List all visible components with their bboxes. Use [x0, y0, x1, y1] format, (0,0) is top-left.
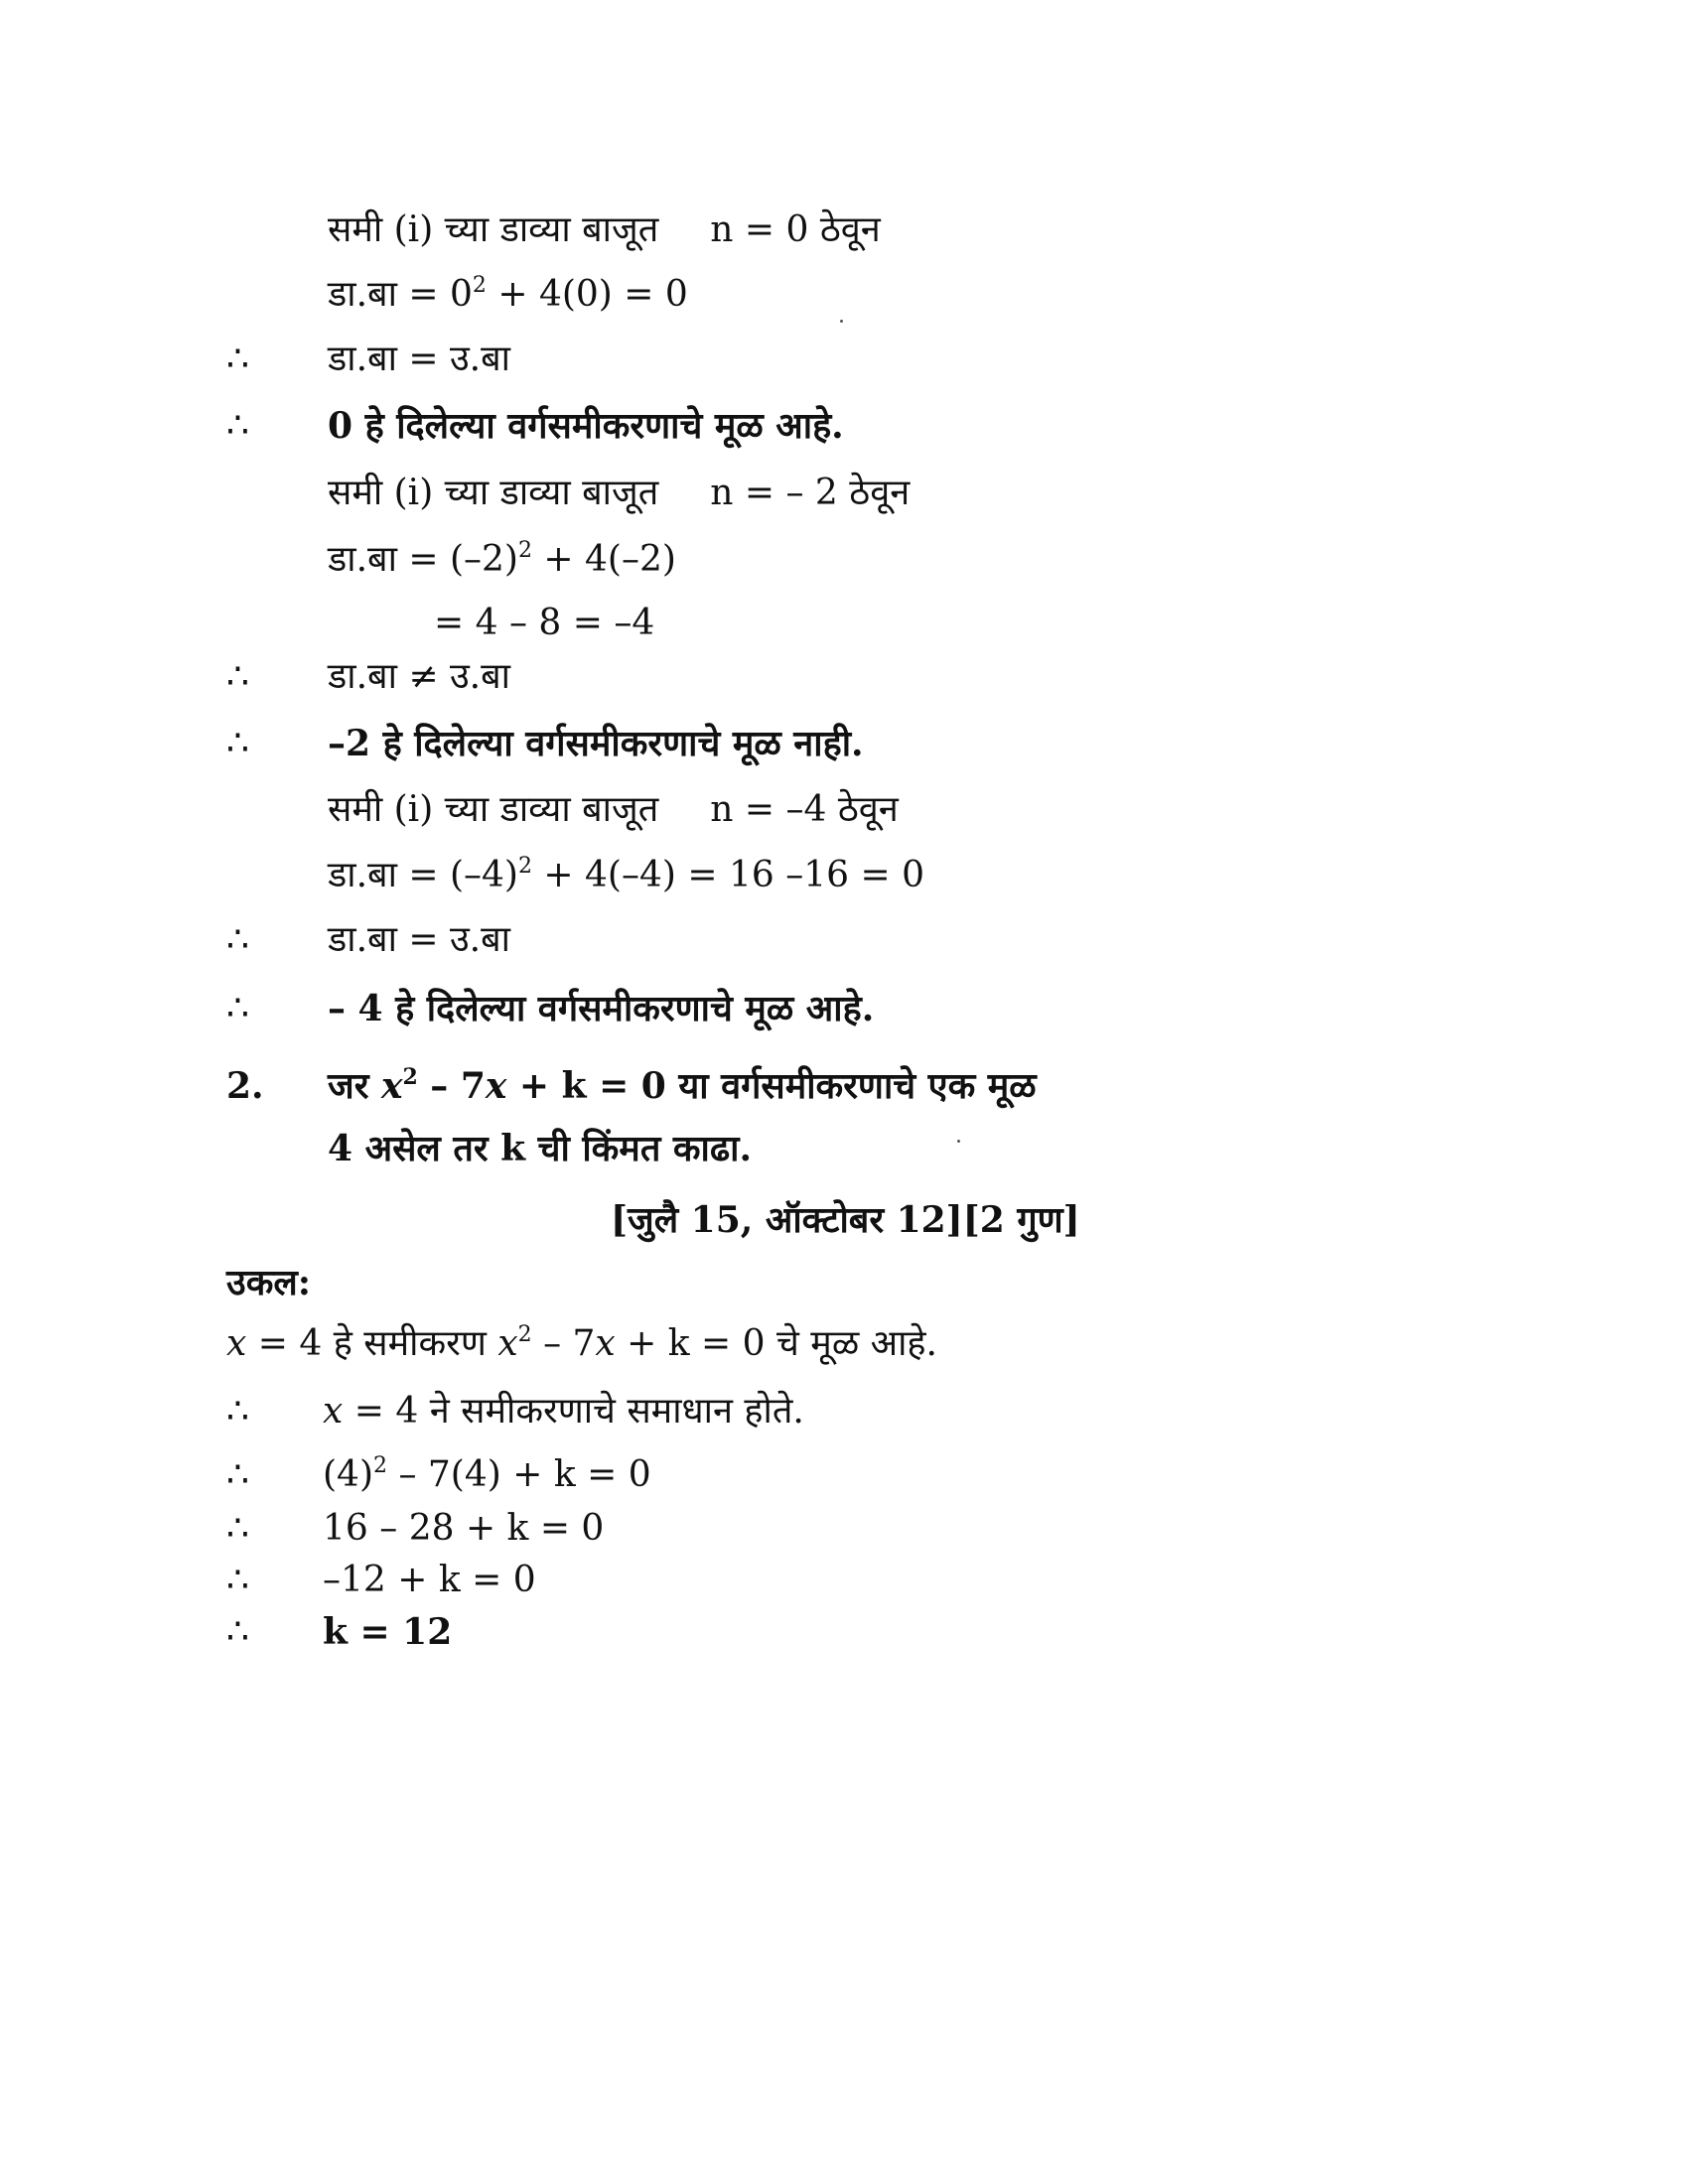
exponent: 2 — [517, 1322, 532, 1347]
line-lhs-n-minus4 — [328, 852, 924, 899]
solution-line-1 — [226, 1320, 937, 1368]
solution-heading: उकल: — [226, 1262, 312, 1303]
therefore-symbol: ∴ — [226, 919, 249, 960]
line-lhs-equals-rhs: डा.बा = उ.बा — [328, 339, 511, 379]
var-x: x — [226, 1323, 247, 1364]
exponent: 2 — [472, 273, 487, 298]
expr: = (–2) — [396, 539, 518, 580]
conclusion-root: 0 हे दिलेल्या वर्गसमीकरणाचे मूळ आहे. — [328, 405, 844, 447]
question-reference: [जुलै 15, ऑक्टोबर 12][2 गुण] — [611, 1199, 1080, 1241]
therefore-symbol: ∴ — [226, 656, 249, 697]
question-text — [328, 1062, 1037, 1110]
var-x: x — [380, 1065, 403, 1107]
s-text: = 4 हे समीकरण — [246, 1323, 498, 1364]
substitution: n = 0 ठेवून — [710, 209, 881, 250]
line-lhs-not-equal-rhs: डा.बा ≠ उ.बा — [328, 656, 511, 697]
var-x: x — [323, 1391, 344, 1432]
exponent: 2 — [373, 1453, 387, 1478]
scan-speck — [840, 320, 843, 323]
solution-answer: k = 12 — [323, 1611, 453, 1653]
therefore-symbol: ∴ — [226, 405, 249, 446]
lhs-label: डा.बा — [328, 539, 397, 580]
var-x: x — [485, 1065, 507, 1107]
substitution: n = –4 ठेवून — [710, 789, 899, 830]
s-text: – 7 — [531, 1323, 596, 1364]
s-text: – 7(4) + k = 0 — [387, 1454, 651, 1495]
expr: + 4(0) = 0 — [486, 274, 688, 315]
line-lhs-equals-rhs: डा.बा = उ.बा — [328, 919, 511, 960]
line-substitute-n-minus2 — [328, 470, 910, 517]
line-substitute-n-minus4 — [328, 786, 899, 834]
lhs-label: डा.बा — [328, 274, 397, 315]
conclusion-root: – 4 हे दिलेल्या वर्गसमीकरणाचे मूळ आहे. — [328, 988, 875, 1029]
line-text: समी (i) च्या डाव्या बाजूत — [328, 789, 659, 830]
expr: + 4(–2) — [531, 539, 676, 580]
line-substitute-n0 — [328, 206, 881, 254]
exponent: 2 — [517, 854, 532, 879]
expr: = 0 — [396, 274, 473, 315]
line-lhs-n-minus2 — [328, 536, 676, 584]
therefore-symbol: ∴ — [226, 988, 249, 1028]
therefore-symbol: ∴ — [226, 723, 249, 763]
exponent: 2 — [517, 538, 532, 563]
line-evaluation: = 4 – 8 = –4 — [434, 603, 655, 643]
s-text: (4) — [323, 1454, 373, 1495]
var-x: x — [497, 1323, 518, 1364]
scan-speck — [957, 1140, 960, 1143]
s-text: + k = 0 चे मूळ आहे. — [615, 1323, 937, 1364]
solution-line-5: –12 + k = 0 — [323, 1560, 536, 1600]
q-text: जर — [328, 1065, 381, 1107]
therefore-symbol: ∴ — [226, 1560, 249, 1600]
therefore-symbol: ∴ — [226, 1391, 249, 1432]
question-text-line2: 4 असेल तर k ची किंमत काढा. — [328, 1128, 752, 1169]
q-text: – 7 — [417, 1065, 486, 1107]
line-text: समी (i) च्या डाव्या बाजूत — [328, 473, 659, 513]
substitution: n = – 2 ठेवून — [710, 473, 911, 513]
q-text: + k = 0 या वर्गसमीकरणाचे एक मूळ — [506, 1065, 1037, 1107]
solution-line-2 — [323, 1388, 804, 1435]
exponent: 2 — [402, 1064, 418, 1090]
var-x: x — [595, 1323, 616, 1364]
expr: + 4(–4) = 16 –16 = 0 — [531, 855, 924, 895]
expr: = (–4) — [396, 855, 518, 895]
lhs-label: डा.बा — [328, 855, 397, 895]
question-number: 2. — [226, 1065, 264, 1107]
therefore-symbol: ∴ — [226, 1508, 249, 1549]
therefore-symbol: ∴ — [226, 1454, 249, 1495]
line-lhs-n0 — [328, 271, 688, 319]
conclusion-not-root: –2 हे दिलेल्या वर्गसमीकरणाचे मूळ नाही. — [328, 723, 864, 764]
solution-line-4: 16 – 28 + k = 0 — [323, 1508, 605, 1549]
solution-line-3 — [323, 1451, 651, 1499]
therefore-symbol: ∴ — [226, 1611, 249, 1652]
line-text: समी (i) च्या डाव्या बाजूत — [328, 209, 659, 250]
s-text: = 4 ने समीकरणाचे समाधान होते. — [343, 1391, 804, 1432]
therefore-symbol: ∴ — [226, 339, 249, 379]
